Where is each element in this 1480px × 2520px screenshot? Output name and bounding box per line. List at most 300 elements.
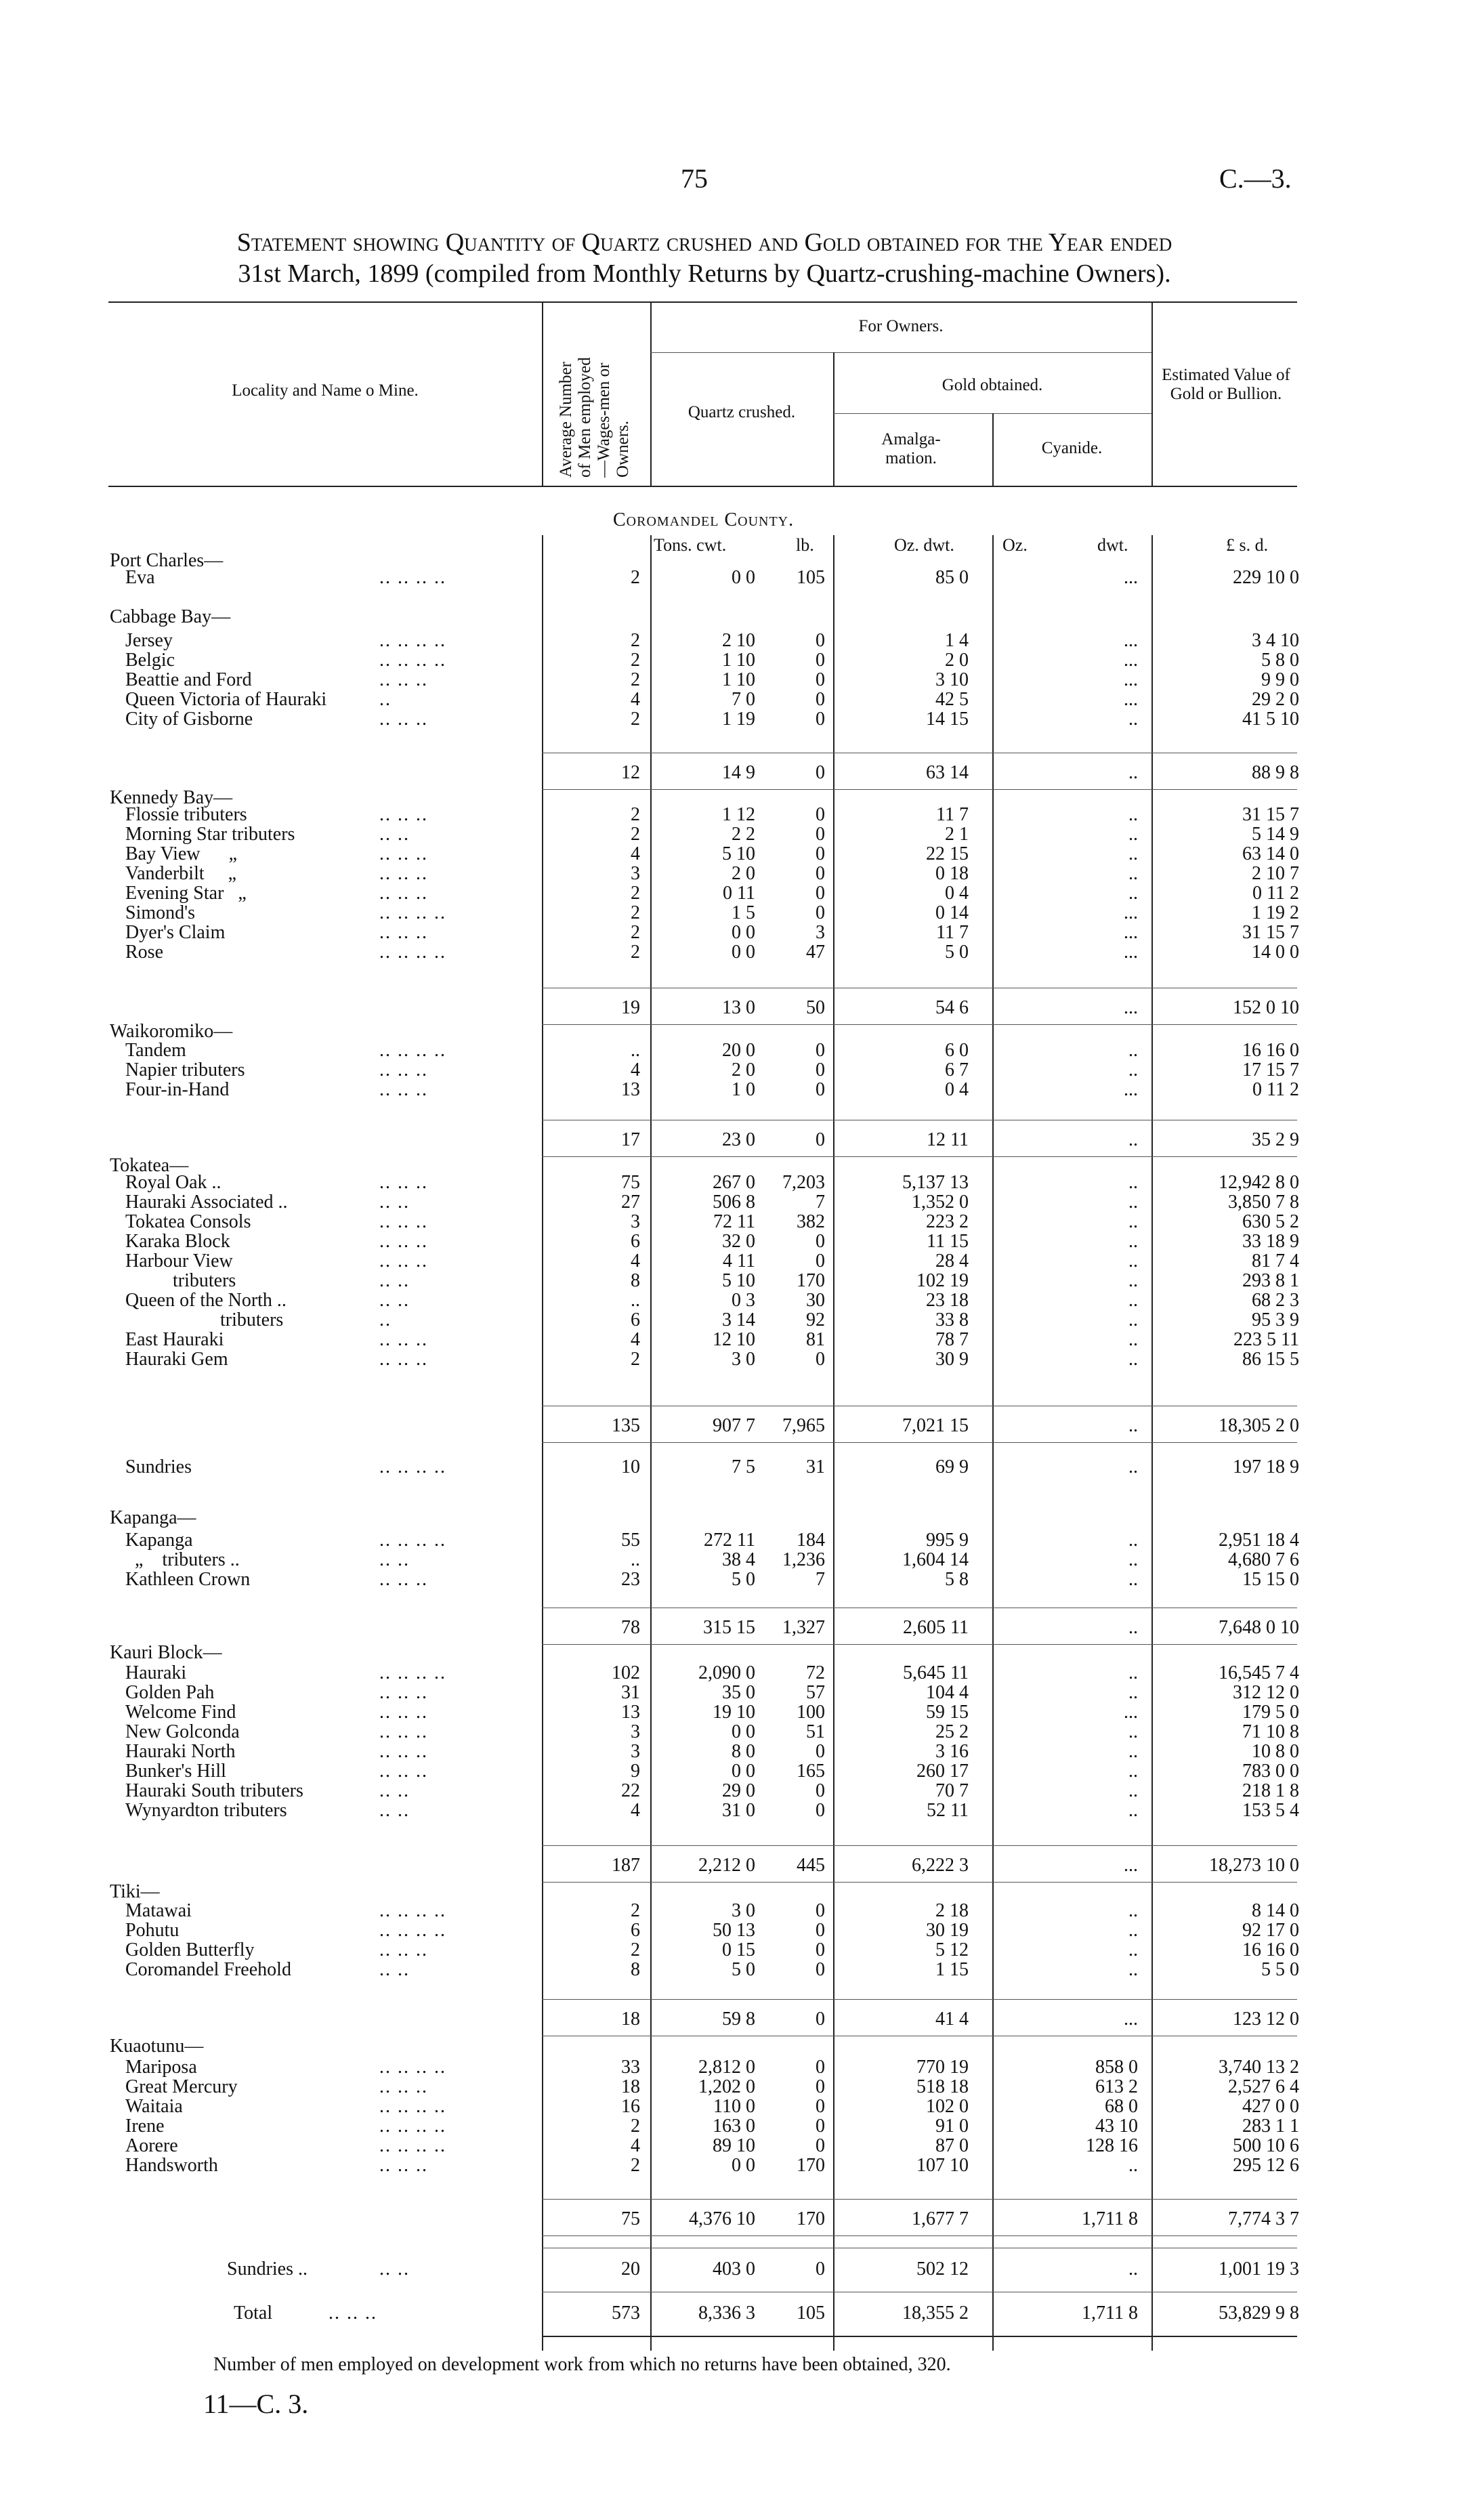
cell-val: 10 8 0 — [1252, 1741, 1299, 1762]
cell-men: 2 — [631, 942, 640, 963]
header-bottom-rule — [108, 486, 1297, 487]
cell-val: 16 16 0 — [1242, 1040, 1299, 1061]
group-title: Waikoromiko— — [110, 1021, 233, 1042]
subtotal-rule — [542, 789, 1297, 790]
cell-val: 18,305 2 0 — [1219, 1415, 1299, 1436]
cell-q: 38 4 — [722, 1549, 755, 1570]
cell-cy: .. — [1128, 1172, 1138, 1193]
cell-lb: 0 — [816, 1741, 825, 1762]
cell-cy: .. — [1128, 1780, 1138, 1801]
cell-lb: 47 — [806, 942, 825, 963]
cell-men: 102 — [612, 1662, 640, 1683]
table-row — [0, 940, 1480, 965]
cell-lb: 30 — [806, 1290, 825, 1311]
mine-name: Evening Star „ — [125, 883, 247, 904]
cell-am: 770 19 — [916, 2057, 969, 2078]
cell-val: 3,740 13 2 — [1219, 2057, 1299, 2078]
table-row — [0, 1078, 1480, 1102]
cell-am: 0 14 — [935, 902, 969, 923]
cell-lb: 105 — [797, 2303, 825, 2324]
cell-men: 187 — [612, 1855, 640, 1876]
cell-men: 75 — [621, 1172, 640, 1193]
leader-dots: .. .. .. — [379, 669, 428, 690]
cell-q: 0 0 — [732, 1721, 755, 1742]
county-heading: Coromandel County. — [613, 509, 795, 530]
cell-cy: .. — [1128, 1231, 1138, 1252]
estimated-value-header: Estimated Value of Gold or Bullion. — [1162, 366, 1290, 403]
cell-men: 2 — [631, 804, 640, 825]
leader-dots: .. .. .. — [379, 1702, 428, 1723]
cell-lb: 92 — [806, 1309, 825, 1330]
mine-name: Flossie tributers — [125, 804, 247, 825]
cell-lb: 50 — [806, 997, 825, 1018]
mine-name: Golden Butterfly — [125, 1939, 255, 1960]
cell-q: 20 0 — [722, 1040, 755, 1061]
mine-name: tributers — [125, 1270, 236, 1291]
table-row — [0, 1958, 1480, 1982]
cell-val: 783 0 0 — [1242, 1761, 1299, 1782]
cell-val: 4,680 7 6 — [1228, 1549, 1299, 1570]
cell-men: 2 — [631, 1939, 640, 1960]
cell-cy: ... — [1124, 650, 1138, 671]
cell-val: 630 5 2 — [1242, 1211, 1299, 1232]
cell-lb: 0 — [816, 2076, 825, 2097]
cell-val: 17 15 7 — [1242, 1059, 1299, 1080]
cell-cy: .. — [1128, 824, 1138, 845]
cell-am: 25 2 — [935, 1721, 969, 1742]
cell-cy: ... — [1124, 902, 1138, 923]
subtotal-row — [0, 761, 1480, 785]
unit-tons: Tons. cwt. — [654, 535, 727, 555]
cell-men: 2 — [631, 630, 640, 651]
cell-am: 11 7 — [936, 922, 969, 943]
cell-am: 5 8 — [945, 1569, 969, 1590]
cell-lb: 7,203 — [782, 1172, 825, 1193]
cell-cy: .. — [1128, 1939, 1138, 1960]
cell-cy: ... — [1124, 1079, 1138, 1100]
cell-am: 7,021 15 — [902, 1415, 969, 1436]
cell-lb: 0 — [816, 1900, 825, 1921]
leader-dots: .. .. .. .. — [379, 1040, 446, 1061]
cell-men: 33 — [621, 2057, 640, 2078]
cell-am: 995 9 — [926, 1530, 969, 1551]
cell-cy: .. — [1128, 1270, 1138, 1291]
leader-dots: .. .. .. — [379, 1251, 428, 1272]
cell-am: 52 11 — [927, 1800, 969, 1821]
table-row — [0, 1455, 1480, 1479]
cell-val: 63 14 0 — [1242, 843, 1299, 864]
mine-name: Tokatea Consols — [125, 1211, 251, 1232]
cell-cy: ... — [1124, 689, 1138, 710]
cell-men: 2 — [631, 2155, 640, 2176]
cell-lb: 445 — [797, 1855, 825, 1876]
mine-name: Handsworth — [125, 2155, 218, 2176]
mine-name: Hauraki North — [125, 1741, 236, 1762]
cell-lb: 0 — [816, 1040, 825, 1061]
cell-cy: .. — [1128, 1059, 1138, 1080]
cell-q: 0 3 — [732, 1290, 755, 1311]
cell-q: 163 0 — [713, 2116, 755, 2137]
cell-am: 69 9 — [935, 1456, 969, 1477]
mine-name: East Hauraki — [125, 1329, 224, 1350]
cell-val: 7,648 0 10 — [1219, 1617, 1299, 1638]
cell-am: 87 0 — [935, 2135, 969, 2156]
cell-val: 2,951 18 4 — [1219, 1530, 1299, 1551]
cell-val: 92 17 0 — [1242, 1920, 1299, 1941]
cell-am: 0 18 — [935, 863, 969, 884]
cell-lb: 0 — [816, 824, 825, 845]
cell-am: 6,222 3 — [912, 1855, 969, 1876]
table-top-rule — [108, 301, 1297, 303]
subtotal-rule — [542, 1882, 1297, 1883]
cell-lb: 0 — [816, 1800, 825, 1821]
subtotal-row — [0, 2007, 1480, 2032]
cell-men: 573 — [612, 2303, 640, 2324]
cell-men: 20 — [621, 2259, 640, 2280]
mine-name: Hauraki South tributers — [125, 1780, 303, 1801]
cell-men: 2 — [631, 922, 640, 943]
cell-lb: 0 — [816, 669, 825, 690]
leader-dots: .. .. .. — [379, 1939, 428, 1960]
leader-dots: .. .. .. .. — [379, 902, 446, 923]
mine-name: Napier tributers — [125, 1059, 245, 1080]
cell-q: 0 11 — [723, 883, 755, 904]
cell-val: 16 16 0 — [1242, 1939, 1299, 1960]
cell-val: 8 14 0 — [1252, 1900, 1299, 1921]
cell-am: 3 16 — [935, 1741, 969, 1762]
cell-cy: ... — [1124, 942, 1138, 963]
cell-am: 2 18 — [935, 1900, 969, 1921]
cell-q: 907 7 — [713, 1415, 755, 1436]
cell-am: 3 10 — [935, 669, 969, 690]
cell-q: 8,336 3 — [698, 2303, 755, 2324]
cell-q: 5 10 — [722, 1270, 755, 1291]
mine-name: Royal Oak .. — [125, 1172, 221, 1193]
mine-name: Hauraki — [125, 1662, 187, 1683]
cell-cy: 1,711 8 — [1082, 2208, 1138, 2229]
table-row — [0, 1568, 1480, 1592]
mine-name: Coromandel Freehold — [125, 1959, 291, 1980]
cell-men: 2 — [631, 709, 640, 730]
cell-am: 85 0 — [935, 567, 969, 588]
cell-val: 14 0 0 — [1252, 942, 1299, 963]
mine-name: Eva — [125, 567, 155, 588]
cell-val: 29 2 0 — [1252, 689, 1299, 710]
mine-name: Irene — [125, 2116, 165, 2137]
subtotal-rule — [542, 1156, 1297, 1157]
table-row — [0, 1347, 1480, 1372]
cell-lb: 0 — [816, 1959, 825, 1980]
cell-q: 31 0 — [722, 1800, 755, 1821]
cell-am: 12 11 — [927, 1129, 969, 1150]
cell-q: 2,212 0 — [698, 1855, 755, 1876]
cell-cy: ... — [1124, 630, 1138, 651]
cell-val: 153 5 4 — [1242, 1800, 1299, 1821]
cell-q: 2 0 — [732, 1059, 755, 1080]
cell-men: .. — [631, 1549, 640, 1570]
grand-total-row — [0, 2301, 1480, 2326]
leader-dots: .. .. — [379, 1800, 410, 1821]
group-title: Kauri Block— — [110, 1642, 222, 1663]
cell-q: 0 0 — [732, 922, 755, 943]
leader-dots: .. .. .. .. — [379, 1920, 446, 1941]
leader-dots: .. .. .. — [379, 804, 428, 825]
cell-am: 22 15 — [926, 843, 969, 864]
cell-lb: 57 — [806, 1682, 825, 1703]
cell-cy: 128 16 — [1086, 2135, 1138, 2156]
cell-men: 2 — [631, 1349, 640, 1370]
cell-q: 267 0 — [713, 1172, 755, 1193]
cell-men: 31 — [621, 1682, 640, 1703]
leader-dots: .. .. — [379, 1270, 410, 1291]
header-divider — [542, 301, 543, 486]
cell-cy: .. — [1128, 1900, 1138, 1921]
cell-lb: 0 — [816, 2096, 825, 2117]
cell-cy: .. — [1128, 1617, 1138, 1638]
subtotal-row — [0, 2207, 1480, 2231]
cell-q: 72 11 — [713, 1211, 755, 1232]
cell-men: 13 — [621, 1079, 640, 1100]
cell-q: 0 15 — [722, 1939, 755, 1960]
cell-men: 135 — [612, 1415, 640, 1436]
mine-name: Beattie and Ford — [125, 669, 252, 690]
cell-am: 502 12 — [916, 2259, 969, 2280]
cell-cy: 1,711 8 — [1082, 2303, 1138, 2324]
leader-dots: .. .. .. .. — [379, 2116, 446, 2137]
cell-val: 500 10 6 — [1233, 2135, 1299, 2156]
group-title: Kennedy Bay— — [110, 787, 233, 808]
table-row — [0, 707, 1480, 732]
mine-name: tributers — [125, 1309, 284, 1330]
leader-dots: .. .. .. — [379, 922, 428, 943]
subtotal-rule — [542, 1024, 1297, 1025]
cell-cy: .. — [1128, 804, 1138, 825]
cell-q: 3 0 — [732, 1349, 755, 1370]
leader-dots: .. .. .. — [379, 1761, 428, 1782]
cell-am: 518 18 — [916, 2076, 969, 2097]
leader-dots: .. .. .. — [379, 709, 428, 730]
cell-cy: .. — [1128, 1129, 1138, 1150]
cell-q: 0 0 — [732, 1761, 755, 1782]
leader-dots: .. .. .. .. — [379, 1900, 446, 1921]
cell-am: 41 4 — [935, 2009, 969, 2030]
cell-val: 88 9 8 — [1252, 762, 1299, 783]
cell-cy: .. — [1128, 1959, 1138, 1980]
cell-lb: 7 — [816, 1569, 825, 1590]
cell-q: 32 0 — [722, 1231, 755, 1252]
cell-cy: .. — [1128, 1741, 1138, 1762]
cell-lb: 0 — [816, 804, 825, 825]
cell-q: 2,812 0 — [698, 2057, 755, 2078]
quartz-header: Quartz crushed. — [688, 403, 796, 421]
leader-dots: .. .. .. — [379, 1172, 428, 1193]
cell-lb: 382 — [797, 1211, 825, 1232]
cell-am: 78 7 — [935, 1329, 969, 1350]
amalgamation-header: Amalga- mation. — [881, 430, 941, 467]
mine-name: „ tributers .. — [125, 1549, 240, 1570]
cell-cy: ... — [1124, 2009, 1138, 2030]
cell-men: 23 — [621, 1569, 640, 1590]
mine-name: Tandem — [125, 1040, 186, 1061]
unit-lsd: £ s. d. — [1226, 535, 1269, 555]
cell-men: 8 — [631, 1959, 640, 1980]
cell-q: 1 10 — [722, 669, 755, 690]
cell-men: 2 — [631, 883, 640, 904]
header-divider — [833, 352, 834, 486]
footnote: Number of men employed on development work from which no returns have been obtained, 320. — [213, 2354, 951, 2375]
mine-name: Sundries .. — [227, 2259, 308, 2280]
cell-q: 0 0 — [732, 567, 755, 588]
group-title: Port Charles— — [110, 550, 224, 571]
leader-dots: .. .. — [379, 824, 410, 845]
mine-name: Vanderbilt „ — [125, 863, 237, 884]
cell-lb: 7,965 — [782, 1415, 825, 1436]
cell-val: 31 15 7 — [1242, 804, 1299, 825]
cell-am: 91 0 — [935, 2116, 969, 2137]
cell-lb: 0 — [816, 843, 825, 864]
cell-men: 4 — [631, 1800, 640, 1821]
cell-val: 5 5 0 — [1261, 1959, 1299, 1980]
cell-q: 5 0 — [732, 1959, 755, 1980]
cell-q: 506 8 — [713, 1192, 755, 1213]
cell-men: 4 — [631, 1251, 640, 1272]
cell-am: 59 15 — [926, 1702, 969, 1723]
cell-cy: .. — [1128, 2259, 1138, 2280]
subtotal-rule — [542, 1644, 1297, 1645]
cell-am: 1,677 7 — [912, 2208, 969, 2229]
locality-header: Locality and Name o Mine. — [232, 381, 419, 400]
leader-dots: .. .. — [379, 1192, 410, 1213]
cell-men: 4 — [631, 1329, 640, 1350]
mine-name: Harbour View — [125, 1251, 233, 1272]
cyanide-header: Cyanide. — [1041, 439, 1103, 457]
cell-val: 9 9 0 — [1261, 669, 1299, 690]
cell-q: 315 15 — [703, 1617, 755, 1638]
cell-q: 19 10 — [713, 1702, 755, 1723]
cell-men: 2 — [631, 567, 640, 588]
mine-name: Belgic — [125, 650, 175, 671]
leader-dots: .. .. .. — [379, 1329, 428, 1350]
subtotal-rule — [542, 2235, 1297, 2236]
cell-lb: 0 — [816, 863, 825, 884]
leader-dots: .. .. .. — [379, 1059, 428, 1080]
cell-val: 427 0 0 — [1242, 2096, 1299, 2117]
cell-cy: .. — [1128, 1290, 1138, 1311]
leader-dots: .. .. — [379, 2259, 410, 2280]
cell-cy: .. — [1128, 1920, 1138, 1941]
cell-val: 1,001 19 3 — [1219, 2259, 1299, 2280]
cell-q: 272 11 — [704, 1530, 755, 1551]
cell-q: 2 2 — [732, 824, 755, 845]
cell-val: 81 7 4 — [1252, 1251, 1299, 1272]
leader-dots: .. .. .. .. — [379, 1456, 446, 1477]
cell-cy: ... — [1124, 922, 1138, 943]
header-divider — [1151, 301, 1153, 486]
cell-men: .. — [631, 1290, 640, 1311]
cell-lb: 184 — [797, 1530, 825, 1551]
cell-men: 19 — [621, 997, 640, 1018]
mine-name: Morning Star tributers — [125, 824, 295, 845]
cell-val: 5 8 0 — [1261, 650, 1299, 671]
cell-cy: .. — [1128, 1682, 1138, 1703]
cell-cy: .. — [1128, 1329, 1138, 1350]
cell-q: 7 5 — [732, 1456, 755, 1477]
mine-name: Jersey — [125, 630, 173, 651]
cell-men: 78 — [621, 1617, 640, 1638]
table-row — [0, 566, 1480, 590]
cell-cy: .. — [1128, 1530, 1138, 1551]
leader-dots: .. .. .. — [379, 1682, 428, 1703]
cell-cy: .. — [1128, 883, 1138, 904]
cell-men: 6 — [631, 1920, 640, 1941]
cell-men: 3 — [631, 863, 640, 884]
leader-dots: .. .. .. .. — [379, 1530, 446, 1551]
cell-q: 5 10 — [722, 843, 755, 864]
cell-val: 31 15 7 — [1242, 922, 1299, 943]
cell-cy: .. — [1128, 1040, 1138, 1061]
cell-val: 3,850 7 8 — [1228, 1192, 1299, 1213]
cell-val: 5 14 9 — [1252, 824, 1299, 845]
mine-name: Bay View „ — [125, 843, 237, 864]
cell-cy: 613 2 — [1095, 2076, 1138, 2097]
cell-am: 11 15 — [927, 1231, 969, 1252]
cell-val: 18,273 10 0 — [1209, 1855, 1299, 1876]
cell-cy: ... — [1124, 997, 1138, 1018]
cell-val: 293 8 1 — [1242, 1270, 1299, 1291]
cell-q: 1 5 — [732, 902, 755, 923]
cell-cy: .. — [1128, 1192, 1138, 1213]
cell-q: 1 12 — [722, 804, 755, 825]
cell-q: 13 0 — [722, 997, 755, 1018]
cell-cy: .. — [1128, 1456, 1138, 1477]
cell-am: 70 7 — [935, 1780, 969, 1801]
cell-val: 68 2 3 — [1252, 1290, 1299, 1311]
cell-cy: .. — [1128, 1569, 1138, 1590]
cell-lb: 170 — [797, 1270, 825, 1291]
mine-name: Kathleen Crown — [125, 1569, 251, 1590]
cell-am: 1,352 0 — [912, 1192, 969, 1213]
cell-men: 4 — [631, 689, 640, 710]
subtotal-row — [0, 1414, 1480, 1438]
header-subrule — [650, 352, 1151, 353]
cell-lb: 31 — [806, 1456, 825, 1477]
cell-am: 30 9 — [935, 1349, 969, 1370]
cell-lb: 0 — [816, 902, 825, 923]
cell-cy: .. — [1128, 709, 1138, 730]
mine-name: Hauraki Gem — [125, 1349, 228, 1370]
cell-q: 89 10 — [713, 2135, 755, 2156]
unit-cy-dwt: dwt. — [1097, 535, 1128, 555]
cell-lb: 0 — [816, 630, 825, 651]
cell-cy: .. — [1128, 863, 1138, 884]
cell-val: 0 11 2 — [1252, 883, 1299, 904]
cell-cy: .. — [1128, 1761, 1138, 1782]
cell-q: 23 0 — [722, 1129, 755, 1150]
cell-men: 55 — [621, 1530, 640, 1551]
unit-oz-dwt: Oz. dwt. — [894, 535, 954, 555]
cell-q: 12 10 — [713, 1329, 755, 1350]
subtotal-row — [0, 1853, 1480, 1878]
cell-am: 2 0 — [945, 650, 969, 671]
leader-dots: .. — [379, 1309, 392, 1330]
cell-q: 35 0 — [722, 1682, 755, 1703]
cell-lb: 0 — [816, 689, 825, 710]
cell-cy: 858 0 — [1095, 2057, 1138, 2078]
table-row — [0, 1799, 1480, 1823]
cell-val: 312 12 0 — [1233, 1682, 1299, 1703]
cell-lb: 0 — [816, 1251, 825, 1272]
cell-lb: 0 — [816, 1939, 825, 1960]
